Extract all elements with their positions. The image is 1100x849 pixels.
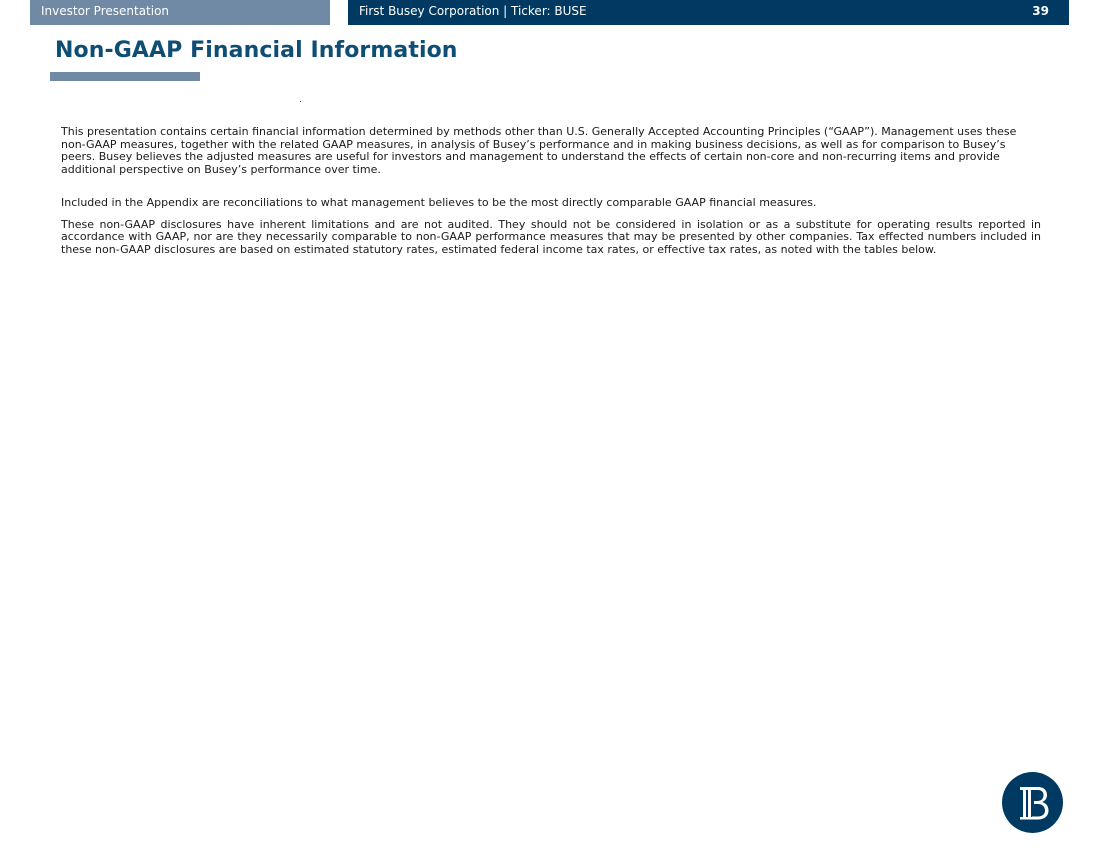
paragraph-limitations: These non-GAAP disclosures have inherent limitations and are not audited. They should not be considered in isolation or as a substitute for operating results reported in accordance with GAAP, nor are they necessarily comparable to non-GAAP performance measures that may be presented by other companies. Tax effected numbers included in these non-GAAP disclosures are based on estimated statutory rates, estimated federal income tax rates, or effective tax rates, as noted with the tables below.: [61, 217, 1041, 256]
body-text: [61, 126, 1041, 256]
paragraph-appendix: Included in the Appendix are reconciliations to what management believes to be the most directly comparable GAAP financial measures.: [61, 196, 817, 209]
header-company-bar: [348, 0, 1069, 25]
header-section-bar: [30, 0, 330, 25]
paragraph-intro: This presentation contains certain financial information determined by methods other than U.S. Generally Accepted Accounting Principles (“GAAP”). Management uses these non-GAAP measures, together with the related GAAP measures, in analysis of Busey’s performance and in making business decisions, as well as for comparison to Busey’s peers. Busey believes the adjusted measures are useful for investors and management to understand the effects of certain non-core and non-recurring items and provide additional perspective on Busey’s performance over time.: [61, 125, 1017, 176]
page-number: 39: [1032, 4, 1049, 18]
page-title: Non-GAAP Financial Information: [55, 38, 458, 63]
busey-logo-icon: [1002, 772, 1063, 833]
company-ticker-label: First Busey Corporation | Ticker: BUSE: [359, 4, 587, 18]
divider-dot: [300, 101, 301, 102]
title-underline: [50, 72, 200, 81]
section-label: Investor Presentation: [41, 4, 170, 18]
